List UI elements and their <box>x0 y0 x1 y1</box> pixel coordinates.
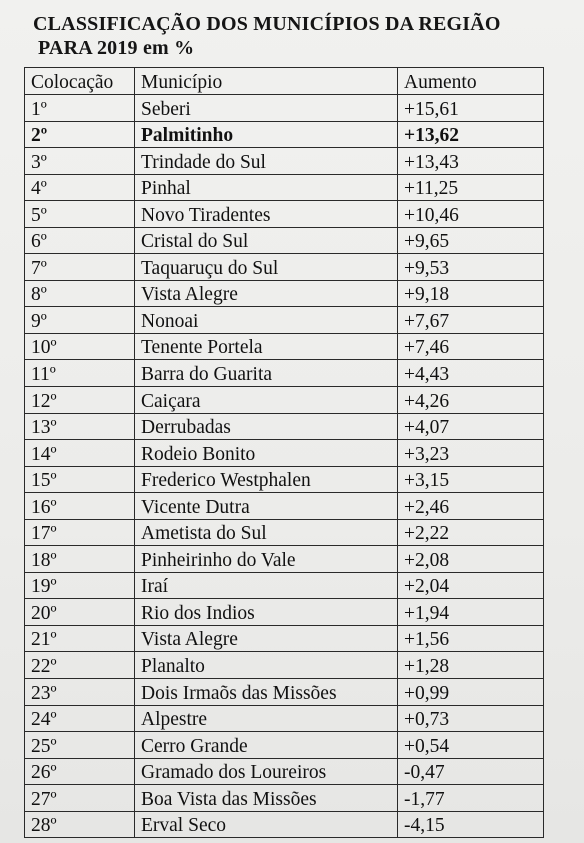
title-line-1: CLASSIFICAÇÃO DOS MUNICÍPIOS DA REGIÃO <box>33 13 501 35</box>
rank-cell: 16º <box>25 493 135 520</box>
municipality-cell: Frederico Westphalen <box>135 466 398 493</box>
rank-cell: 1º <box>25 95 135 122</box>
increase-cell: +7,67 <box>398 307 544 334</box>
rank-cell: 23º <box>25 679 135 706</box>
municipality-cell: Gramado dos Loureiros <box>135 758 398 785</box>
table-row <box>25 360 544 387</box>
table-row <box>25 652 544 679</box>
rank-cell: 25º <box>25 732 135 759</box>
table-header-row <box>25 68 544 95</box>
increase-cell: +2,04 <box>398 572 544 599</box>
municipality-cell: Cristal do Sul <box>135 227 398 254</box>
table-row <box>25 546 544 573</box>
rank-cell: 10º <box>25 333 135 360</box>
increase-cell: +13,62 <box>398 121 544 148</box>
rank-cell: 2º <box>25 121 135 148</box>
increase-cell: +0,54 <box>398 732 544 759</box>
table-body <box>25 95 544 838</box>
municipality-cell: Seberi <box>135 95 398 122</box>
increase-cell: +2,22 <box>398 519 544 546</box>
table-row <box>25 227 544 254</box>
increase-cell: +4,43 <box>398 360 544 387</box>
table-row <box>25 466 544 493</box>
table-row <box>25 174 544 201</box>
municipality-cell: Planalto <box>135 652 398 679</box>
table-row <box>25 811 544 838</box>
table-row <box>25 572 544 599</box>
table-row <box>25 307 544 334</box>
increase-cell: +11,25 <box>398 174 544 201</box>
municipality-cell: Boa Vista das Missões <box>135 785 398 812</box>
municipality-cell: Alpestre <box>135 705 398 732</box>
table-row <box>25 758 544 785</box>
rank-cell: 15º <box>25 466 135 493</box>
rank-cell: 21º <box>25 625 135 652</box>
rank-cell: 8º <box>25 280 135 307</box>
rank-cell: 12º <box>25 387 135 414</box>
municipality-cell: Vista Alegre <box>135 625 398 652</box>
rank-cell: 18º <box>25 546 135 573</box>
increase-cell: +0,73 <box>398 705 544 732</box>
municipality-cell: Novo Tiradentes <box>135 201 398 228</box>
increase-cell: +2,46 <box>398 493 544 520</box>
table-row <box>25 201 544 228</box>
municipality-cell: Nonoai <box>135 307 398 334</box>
table-row <box>25 599 544 626</box>
increase-cell: +1,94 <box>398 599 544 626</box>
municipality-cell: Vista Alegre <box>135 280 398 307</box>
rank-cell: 24º <box>25 705 135 732</box>
increase-cell: +3,23 <box>398 440 544 467</box>
rank-cell: 13º <box>25 413 135 440</box>
table-row <box>25 493 544 520</box>
municipality-cell: Trindade do Sul <box>135 148 398 175</box>
rank-cell: 14º <box>25 440 135 467</box>
municipality-cell: Erval Seco <box>135 811 398 838</box>
municipality-cell: Rio dos Indios <box>135 599 398 626</box>
table-row <box>25 413 544 440</box>
rank-cell: 28º <box>25 811 135 838</box>
table-row <box>25 280 544 307</box>
increase-cell: -0,47 <box>398 758 544 785</box>
rank-cell: 17º <box>25 519 135 546</box>
municipality-cell: Ametista do Sul <box>135 519 398 546</box>
column-header-municipio: Município <box>135 68 398 95</box>
table-row <box>25 254 544 281</box>
table-row <box>25 519 544 546</box>
rank-cell: 19º <box>25 572 135 599</box>
table-row <box>25 785 544 812</box>
municipality-cell: Caiçara <box>135 387 398 414</box>
rank-cell: 5º <box>25 201 135 228</box>
table-row <box>25 625 544 652</box>
rank-cell: 22º <box>25 652 135 679</box>
increase-cell: +10,46 <box>398 201 544 228</box>
increase-cell: +0,99 <box>398 679 544 706</box>
municipality-cell: Palmitinho <box>135 121 398 148</box>
increase-cell: -4,15 <box>398 811 544 838</box>
municipality-cell: Tenente Portela <box>135 333 398 360</box>
municipality-cell: Derrubadas <box>135 413 398 440</box>
increase-cell: +9,65 <box>398 227 544 254</box>
rank-cell: 27º <box>25 785 135 812</box>
municipality-cell: Pinheirinho do Vale <box>135 546 398 573</box>
increase-cell: +1,28 <box>398 652 544 679</box>
municipality-cell: Barra do Guarita <box>135 360 398 387</box>
rank-cell: 9º <box>25 307 135 334</box>
rank-cell: 4º <box>25 174 135 201</box>
municipality-cell: Pinhal <box>135 174 398 201</box>
column-header-colocacao: Colocação <box>25 68 135 95</box>
ranking-table <box>24 67 544 838</box>
rank-cell: 26º <box>25 758 135 785</box>
municipality-cell: Rodeio Bonito <box>135 440 398 467</box>
table-row <box>25 705 544 732</box>
increase-cell: +15,61 <box>398 95 544 122</box>
increase-cell: +4,07 <box>398 413 544 440</box>
rank-cell: 11º <box>25 360 135 387</box>
increase-cell: -1,77 <box>398 785 544 812</box>
increase-cell: +3,15 <box>398 466 544 493</box>
table-row <box>25 440 544 467</box>
municipality-cell: Taquaruçu do Sul <box>135 254 398 281</box>
table-row <box>25 333 544 360</box>
increase-cell: +9,18 <box>398 280 544 307</box>
title-line-2: PARA 2019 em % <box>38 37 195 59</box>
rank-cell: 20º <box>25 599 135 626</box>
table-row <box>25 148 544 175</box>
municipality-cell: Vicente Dutra <box>135 493 398 520</box>
municipality-cell: Dois Irmaõs das Missões <box>135 679 398 706</box>
increase-cell: +1,56 <box>398 625 544 652</box>
table-row <box>25 387 544 414</box>
rank-cell: 6º <box>25 227 135 254</box>
municipality-cell: Cerro Grande <box>135 732 398 759</box>
increase-cell: +7,46 <box>398 333 544 360</box>
increase-cell: +4,26 <box>398 387 544 414</box>
rank-cell: 3º <box>25 148 135 175</box>
increase-cell: +2,08 <box>398 546 544 573</box>
column-header-aumento: Aumento <box>398 68 544 95</box>
rank-cell: 7º <box>25 254 135 281</box>
table-row <box>25 732 544 759</box>
municipality-cell: Iraí <box>135 572 398 599</box>
increase-cell: +9,53 <box>398 254 544 281</box>
table-row <box>25 679 544 706</box>
increase-cell: +13,43 <box>398 148 544 175</box>
table-row <box>25 121 544 148</box>
document-title <box>33 12 501 60</box>
table-row <box>25 95 544 122</box>
